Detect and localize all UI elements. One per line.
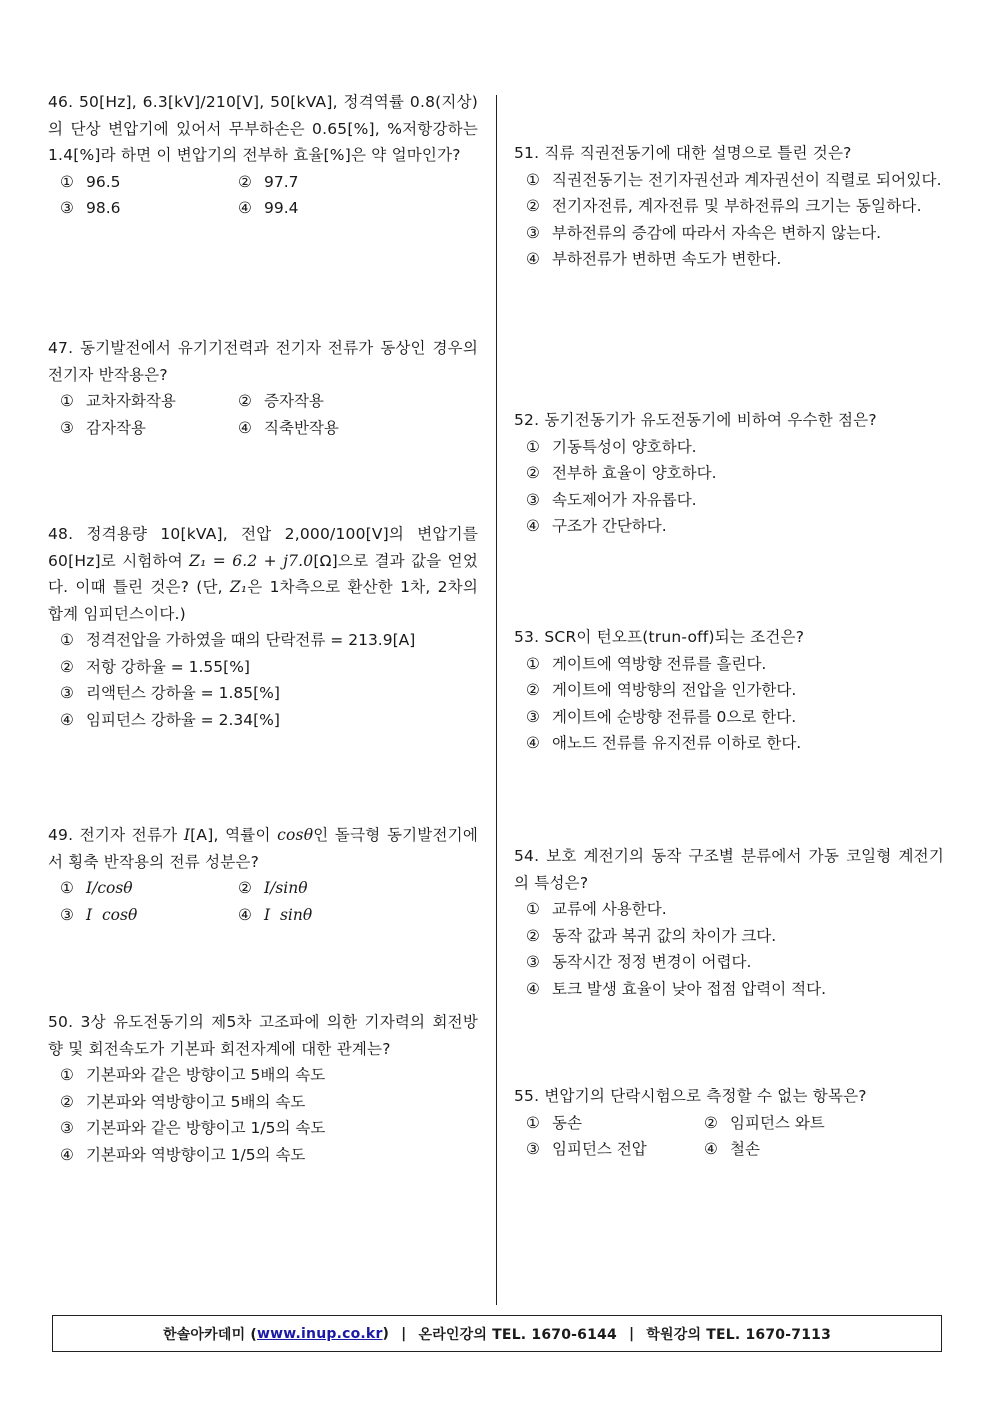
question-49: [48, 822, 478, 928]
question-stem: 46. 50[Hz], 6.3[kV]/210[V], 50[kVA], 정격역률 0.8(지상)의 단상 변압기에 있어서 무부하손은 0.65[%], %저항강하는 1.4[%]라 하면 이 변압기의 전부하 효율[%]은 약 얼마인가?: [48, 93, 478, 164]
impedance-formula: Z₁ = 6.2 + j7.0: [189, 551, 314, 570]
question-46: [48, 89, 478, 222]
option-1[interactable]: ① 기본파와 같은 방향이고 5배의 속도: [60, 1066, 326, 1084]
option-3[interactable]: ③ 게이트에 순방향 전류를 0으로 한다.: [526, 707, 797, 726]
option-1[interactable]: ① 교류에 사용한다.: [526, 900, 667, 918]
option-2[interactable]: ② 전부하 효율이 양호하다.: [526, 464, 717, 482]
question-stem: 53. SCR이 턴오프(trun-off)되는 조건은?: [514, 628, 805, 646]
academy-phone: 학원강의 TEL. 1670-7113: [646, 1326, 832, 1343]
website-link[interactable]: www.inup.co.kr: [257, 1325, 383, 1342]
option-2[interactable]: ② I/sinθ: [238, 879, 308, 897]
option-2[interactable]: ② 게이트에 역방향의 전압을 인가한다.: [526, 681, 797, 699]
option-1[interactable]: ① 96.5: [60, 172, 121, 191]
option-1[interactable]: ① 동손: [526, 1113, 582, 1132]
question-stem: 49. 전기자 전류가 I[A], 역률이 cosθ인 돌극형 동기발전기에서 횡축 반작용의 전류 성분은?: [48, 826, 478, 871]
question-52: [514, 407, 944, 540]
question-stem: 55. 변압기의 단락시험으로 측정할 수 없는 항목은?: [514, 1087, 867, 1105]
option-4[interactable]: ④ 토크 발생 효율이 낮아 접점 압력이 적다.: [526, 979, 827, 998]
option-4[interactable]: ④ 99.4: [238, 199, 299, 217]
option-4[interactable]: ④ 임피던스 강하율 = 2.34[%]: [60, 710, 280, 729]
question-51: [514, 140, 944, 273]
option-2[interactable]: ② 동작 값과 복귀 값의 차이가 크다.: [526, 926, 777, 945]
option-2[interactable]: ② 증자작용: [238, 392, 324, 410]
online-phone: 온라인강의 TEL. 1670-6144: [418, 1326, 617, 1343]
question-48: [48, 521, 478, 733]
option-1[interactable]: ① I/cosθ: [60, 879, 133, 897]
option-4[interactable]: ④ 부하전류가 변하면 속도가 변한다.: [526, 250, 782, 268]
option-2[interactable]: ② 기본파와 역방향이고 5배의 속도: [60, 1092, 306, 1111]
option-3[interactable]: ③ 리액턴스 강하율 = 1.85[%]: [60, 684, 280, 702]
question-stem: 48. 정격용량 10[kVA], 전압 2,000/100[V]의 변압기를 60[Hz]로 시험하여 Z₁ = 6.2 + j7.0[Ω]으로 결과 값을 얻었다. 이때 틀린 것은? (단, Z₁은 1차측으로 환산한 1차, 2차의 합계 임피던스이다.): [48, 525, 478, 623]
option-2[interactable]: ② 임피던스 와트: [704, 1113, 825, 1132]
option-3[interactable]: ③ 동작시간 정정 변경이 어렵다.: [526, 953, 752, 971]
option-3[interactable]: ③ 기본파와 같은 방향이고 1/5의 속도: [60, 1119, 326, 1137]
option-1[interactable]: ① 교차자화작용: [60, 392, 176, 410]
separator: |: [401, 1325, 407, 1342]
question-stem: 54. 보호 계전기의 동작 구조별 분류에서 가동 코일형 계전기의 특성은?: [514, 847, 944, 892]
option-3[interactable]: ③ I cosθ: [60, 905, 138, 924]
option-3[interactable]: ③ 임피던스 전압: [526, 1140, 647, 1158]
academy-name: 한솔아카데미 (: [162, 1326, 257, 1343]
question-stem: 50. 3상 유도전동기의 제5차 고조파에 의한 기자력의 회전방향 및 회전속도가 기본파 회전자계에 대한 관계는?: [48, 1013, 478, 1058]
question-50: [48, 1009, 478, 1168]
option-4[interactable]: ④ 철손: [704, 1140, 760, 1158]
option-2[interactable]: ② 97.7: [238, 172, 299, 191]
option-4[interactable]: ④ 직축반작용: [238, 418, 339, 437]
option-2[interactable]: ② 전기자전류, 계자전류 및 부하전류의 크기는 동일하다.: [526, 197, 922, 215]
option-1[interactable]: ① 정격전압을 가하였을 때의 단락전류 = 213.9[A]: [60, 631, 416, 649]
option-4[interactable]: ④ 애노드 전류를 유지전류 이하로 한다.: [526, 734, 802, 752]
option-4[interactable]: ④ 구조가 간단하다.: [526, 517, 667, 535]
option-3[interactable]: ③ 감자작용: [60, 418, 146, 437]
option-4[interactable]: ④ I sinθ: [238, 905, 313, 924]
option-1[interactable]: ① 게이트에 역방향 전류를 흘린다.: [526, 654, 767, 673]
column-divider: [496, 95, 497, 1305]
footer-banner: 한솔아카데미 ( www.inup.co.kr ) | 온라인강의 TEL. 1670-6144 | 학원강의 TEL. 1670-7113: [52, 1315, 942, 1352]
question-47: [48, 335, 478, 441]
option-1[interactable]: ① 기동특성이 양호하다.: [526, 437, 697, 456]
question-55: [514, 1083, 944, 1163]
option-3[interactable]: ③ 속도제어가 자유롭다.: [526, 490, 697, 509]
question-stem: 52. 동기전동기가 유도전동기에 비하여 우수한 점은?: [514, 411, 877, 429]
question-54: [514, 843, 944, 1002]
question-53: [514, 624, 944, 757]
option-3[interactable]: ③ 부하전류의 증감에 따라서 자속은 변하지 않는다.: [526, 223, 882, 242]
question-stem: 51. 직류 직권전동기에 대한 설명으로 틀린 것은?: [514, 144, 852, 162]
question-stem: 47. 동기발전에서 유기기전력과 전기자 전류가 동상인 경우의 전기자 반작용은?: [48, 339, 478, 384]
separator: |: [628, 1325, 635, 1342]
option-2[interactable]: ② 저항 강하율 = 1.55[%]: [60, 657, 250, 676]
option-1[interactable]: ① 직권전동기는 전기자권선과 계자권선이 직렬로 되어있다.: [526, 170, 942, 189]
option-4[interactable]: ④ 기본파와 역방향이고 1/5의 속도: [60, 1145, 306, 1164]
option-3[interactable]: ③ 98.6: [60, 199, 121, 217]
